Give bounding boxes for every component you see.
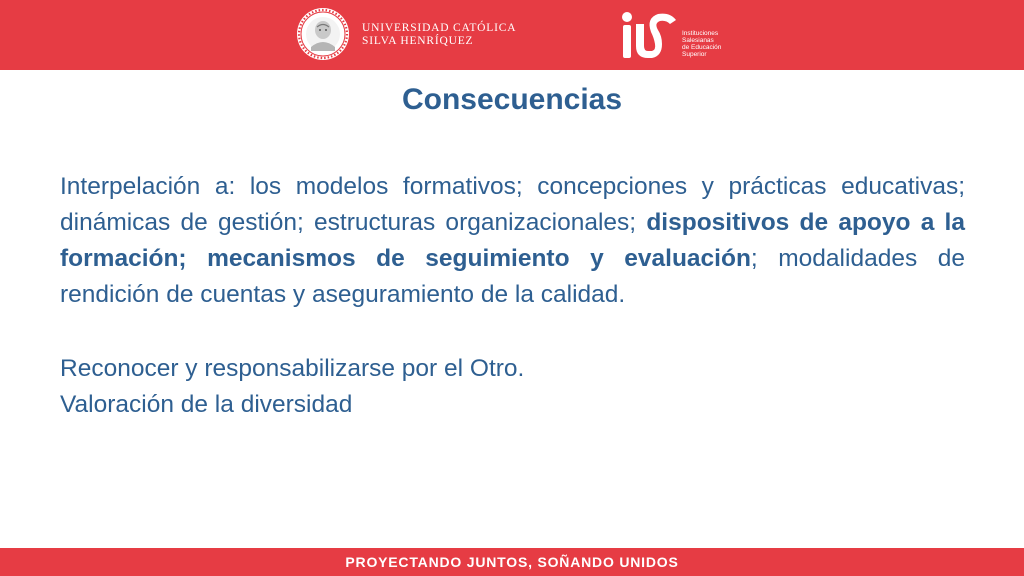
network-name-line2: Salesianas [682, 37, 714, 44]
network-name-line4: Superior [682, 51, 707, 58]
university-name [362, 22, 516, 48]
statement-responsibility: Reconocer y responsabilizarse por el Otro. [60, 355, 525, 382]
university-logo [286, 5, 526, 67]
paragraph-text-part2: ; modalidades de rendición de cuentas y aseguramiento de la calidad. [60, 245, 965, 308]
slide-body [60, 169, 965, 423]
ius-mark-icon [618, 8, 680, 64]
main-paragraph [60, 169, 965, 313]
salesian-network-logo [618, 8, 758, 64]
network-name [682, 30, 721, 58]
university-name-line2: SILVA HENRÍQUEZ [362, 35, 474, 47]
university-name-line1: UNIVERSIDAD CATÓLICA [362, 22, 517, 34]
header-bar [0, 0, 1024, 70]
network-name-line3: de Educación [682, 44, 722, 51]
paragraph-text-part1: Interpelación a: los modelos formativos; concepciones y prácticas educativas; dinámicas de gestión; estructuras organizacionales; [60, 173, 965, 236]
university-seal-icon [292, 7, 354, 63]
footer-bar [0, 548, 1024, 576]
slide-title: Consecuencias [401, 83, 623, 116]
paragraph-bold-text: dispositivos de apoyo a la formación; mecanismos de seguimiento y evaluación [60, 209, 965, 272]
footer-slogan: PROYECTANDO JUNTOS, SOÑANDO UNIDOS [345, 554, 679, 570]
network-name-line1: Instituciones [682, 30, 719, 37]
statement-diversity: Valoración de la diversidad [60, 391, 353, 418]
